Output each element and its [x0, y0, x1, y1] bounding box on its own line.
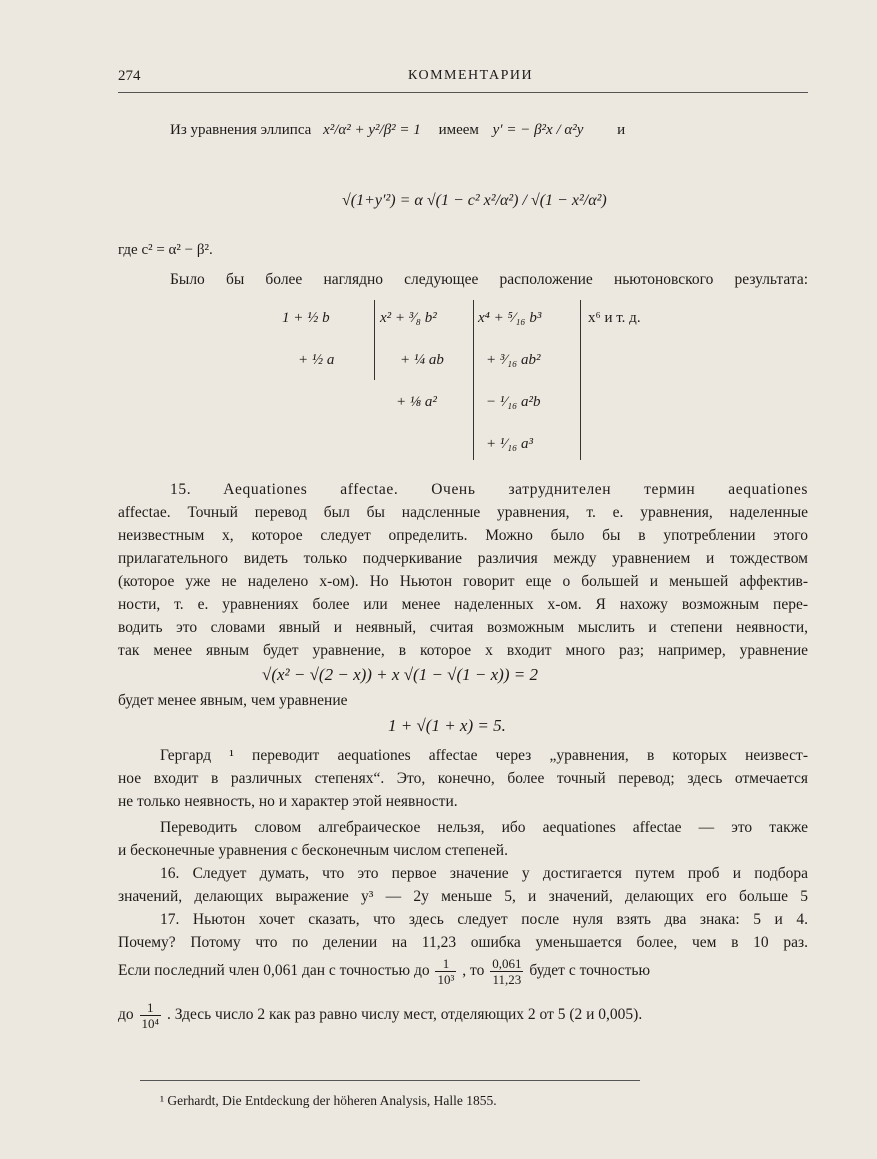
algebraic-line: и бесконечные уравнения с бесконечным числом степеней. — [118, 842, 508, 859]
fraction: $\frac{1}{\text{10⁴}}$ — [141, 1000, 160, 1031]
table-cell: x⁴ + ⁵⁄₁₆ b³ — [478, 310, 542, 326]
note16-line: значений, делающих выражение y³ — 2y меньше 5, и значений, делающих его больше 5 — [118, 888, 808, 905]
note15-line: affectae. Точный перевод был бы надсленные уравнения, т. е. уравнения, наделенные — [118, 504, 808, 521]
table-cell: x⁶ и т. д. — [588, 310, 641, 326]
arc-length-formula: √(1+y′²) = α √(1 − c² x²/α²) / √(1 − x²/α²) — [342, 192, 607, 209]
fraction: $\frac{1}{\text{10³}}$ — [437, 956, 455, 987]
table-cell: + ¹⁄₁₆ a³ — [486, 436, 534, 452]
arrangement-line: Было бы более наглядно следующее расположение ньютоновского результата: — [170, 271, 808, 288]
equation-2: 1 + √(1 + x) = 5. — [388, 716, 506, 735]
note15-line: неизвестным x, которое следует определить. Можно было бы в употреблении этого — [118, 527, 808, 544]
note15-line: так менее явным будет уравнение, в которое x входит много раз; например, уравнение — [118, 642, 808, 659]
note17-line: 17. Ньютон хочет сказать, что здесь следует после нуля взять два знака: 5 и 4. — [160, 911, 808, 928]
where-clause: где c² = α² − β². — [118, 242, 213, 258]
fraction: $\frac{0,061}{11,23}$ — [492, 956, 522, 987]
note16-line: 16. Следует думать, что это первое значение y достигается путем проб и подбора — [160, 865, 808, 882]
gerhardt-line: Гергард ¹ переводит aequationes affectae через „уравнения, в которых неизвест- — [160, 747, 808, 764]
table-cell: x² + ³⁄₈ b² — [380, 310, 437, 326]
note17-line-4: до $\frac{1}{\text{10⁴}}$ . Здесь число 2 как раз равно числу мест, отделяющих 2 от 5 (2 и 0,005). — [118, 1000, 643, 1031]
table-cell: + ¼ ab — [400, 352, 444, 368]
gerhardt-line: ное входит в различных степенях“. Это, конечно, более точный перевод; здесь отмечается — [118, 770, 808, 787]
equation-1: √(x² − √(2 − x)) + x √(1 − √(1 − x)) = 2 — [262, 665, 538, 684]
footnote: ¹ Gerhardt, Die Entdeckung der höheren Analysis, Halle 1855. — [160, 1093, 497, 1108]
table-cell: − ¹⁄₁₆ a²b — [486, 394, 541, 410]
note15-line: (которое уже не наделено x-ом). Но Ньютон говорит еще о большей и меньшей аффектив- — [118, 573, 808, 590]
note15-line: 15. Aequationes affectae. Очень затруднителен термин aequationes — [170, 481, 808, 498]
footnote-rule — [140, 1080, 640, 1081]
table-divider — [580, 300, 581, 460]
note15-line: ности, т. е. уравнениях более или менее наделенных x-ом. Я нахожу возможным пере- — [118, 596, 808, 613]
table-cell: 1 + ½ b — [282, 310, 330, 326]
note15-line: водить это словами явный и неявный, считая возможным мыслить и степени неявности, — [118, 619, 808, 636]
ellipse-intro: Из уравнения эллипса x²/α² + y²/β² = 1 имеем y′ = − β²x / α²y и — [170, 122, 626, 138]
algebraic-line: Переводить словом алгебраическое нельзя, ибо aequationes affectae — это также — [160, 819, 808, 836]
page-number: 274 — [118, 68, 141, 84]
header-rule — [118, 92, 808, 93]
running-title: КОММЕНТАРИИ — [408, 68, 534, 83]
table-divider — [473, 300, 474, 460]
gerhardt-line: не только неявность, но и характер этой неявности. — [118, 793, 458, 810]
note15-line: прилагательного видеть только подчеркивание различия между уравнением и тождеством — [118, 550, 808, 567]
table-cell: + ⅛ a² — [396, 394, 437, 410]
table-cell: + ³⁄₁₆ ab² — [486, 352, 541, 368]
table-cell: + ½ a — [298, 352, 335, 368]
note17-line: Почему? Потому что по делении на 11,23 ошибка уменьшается более, чем в 10 раз. — [118, 934, 808, 951]
note17-line-3: Если последний член 0,061 дан с точностью до $\frac{1}{\text{10³}}$ , то $\frac{0,061}{11,23}$ будет с точностью — [118, 956, 651, 987]
less-explicit-line: будет менее явным, чем уравнение — [118, 692, 348, 709]
table-divider — [374, 300, 375, 380]
